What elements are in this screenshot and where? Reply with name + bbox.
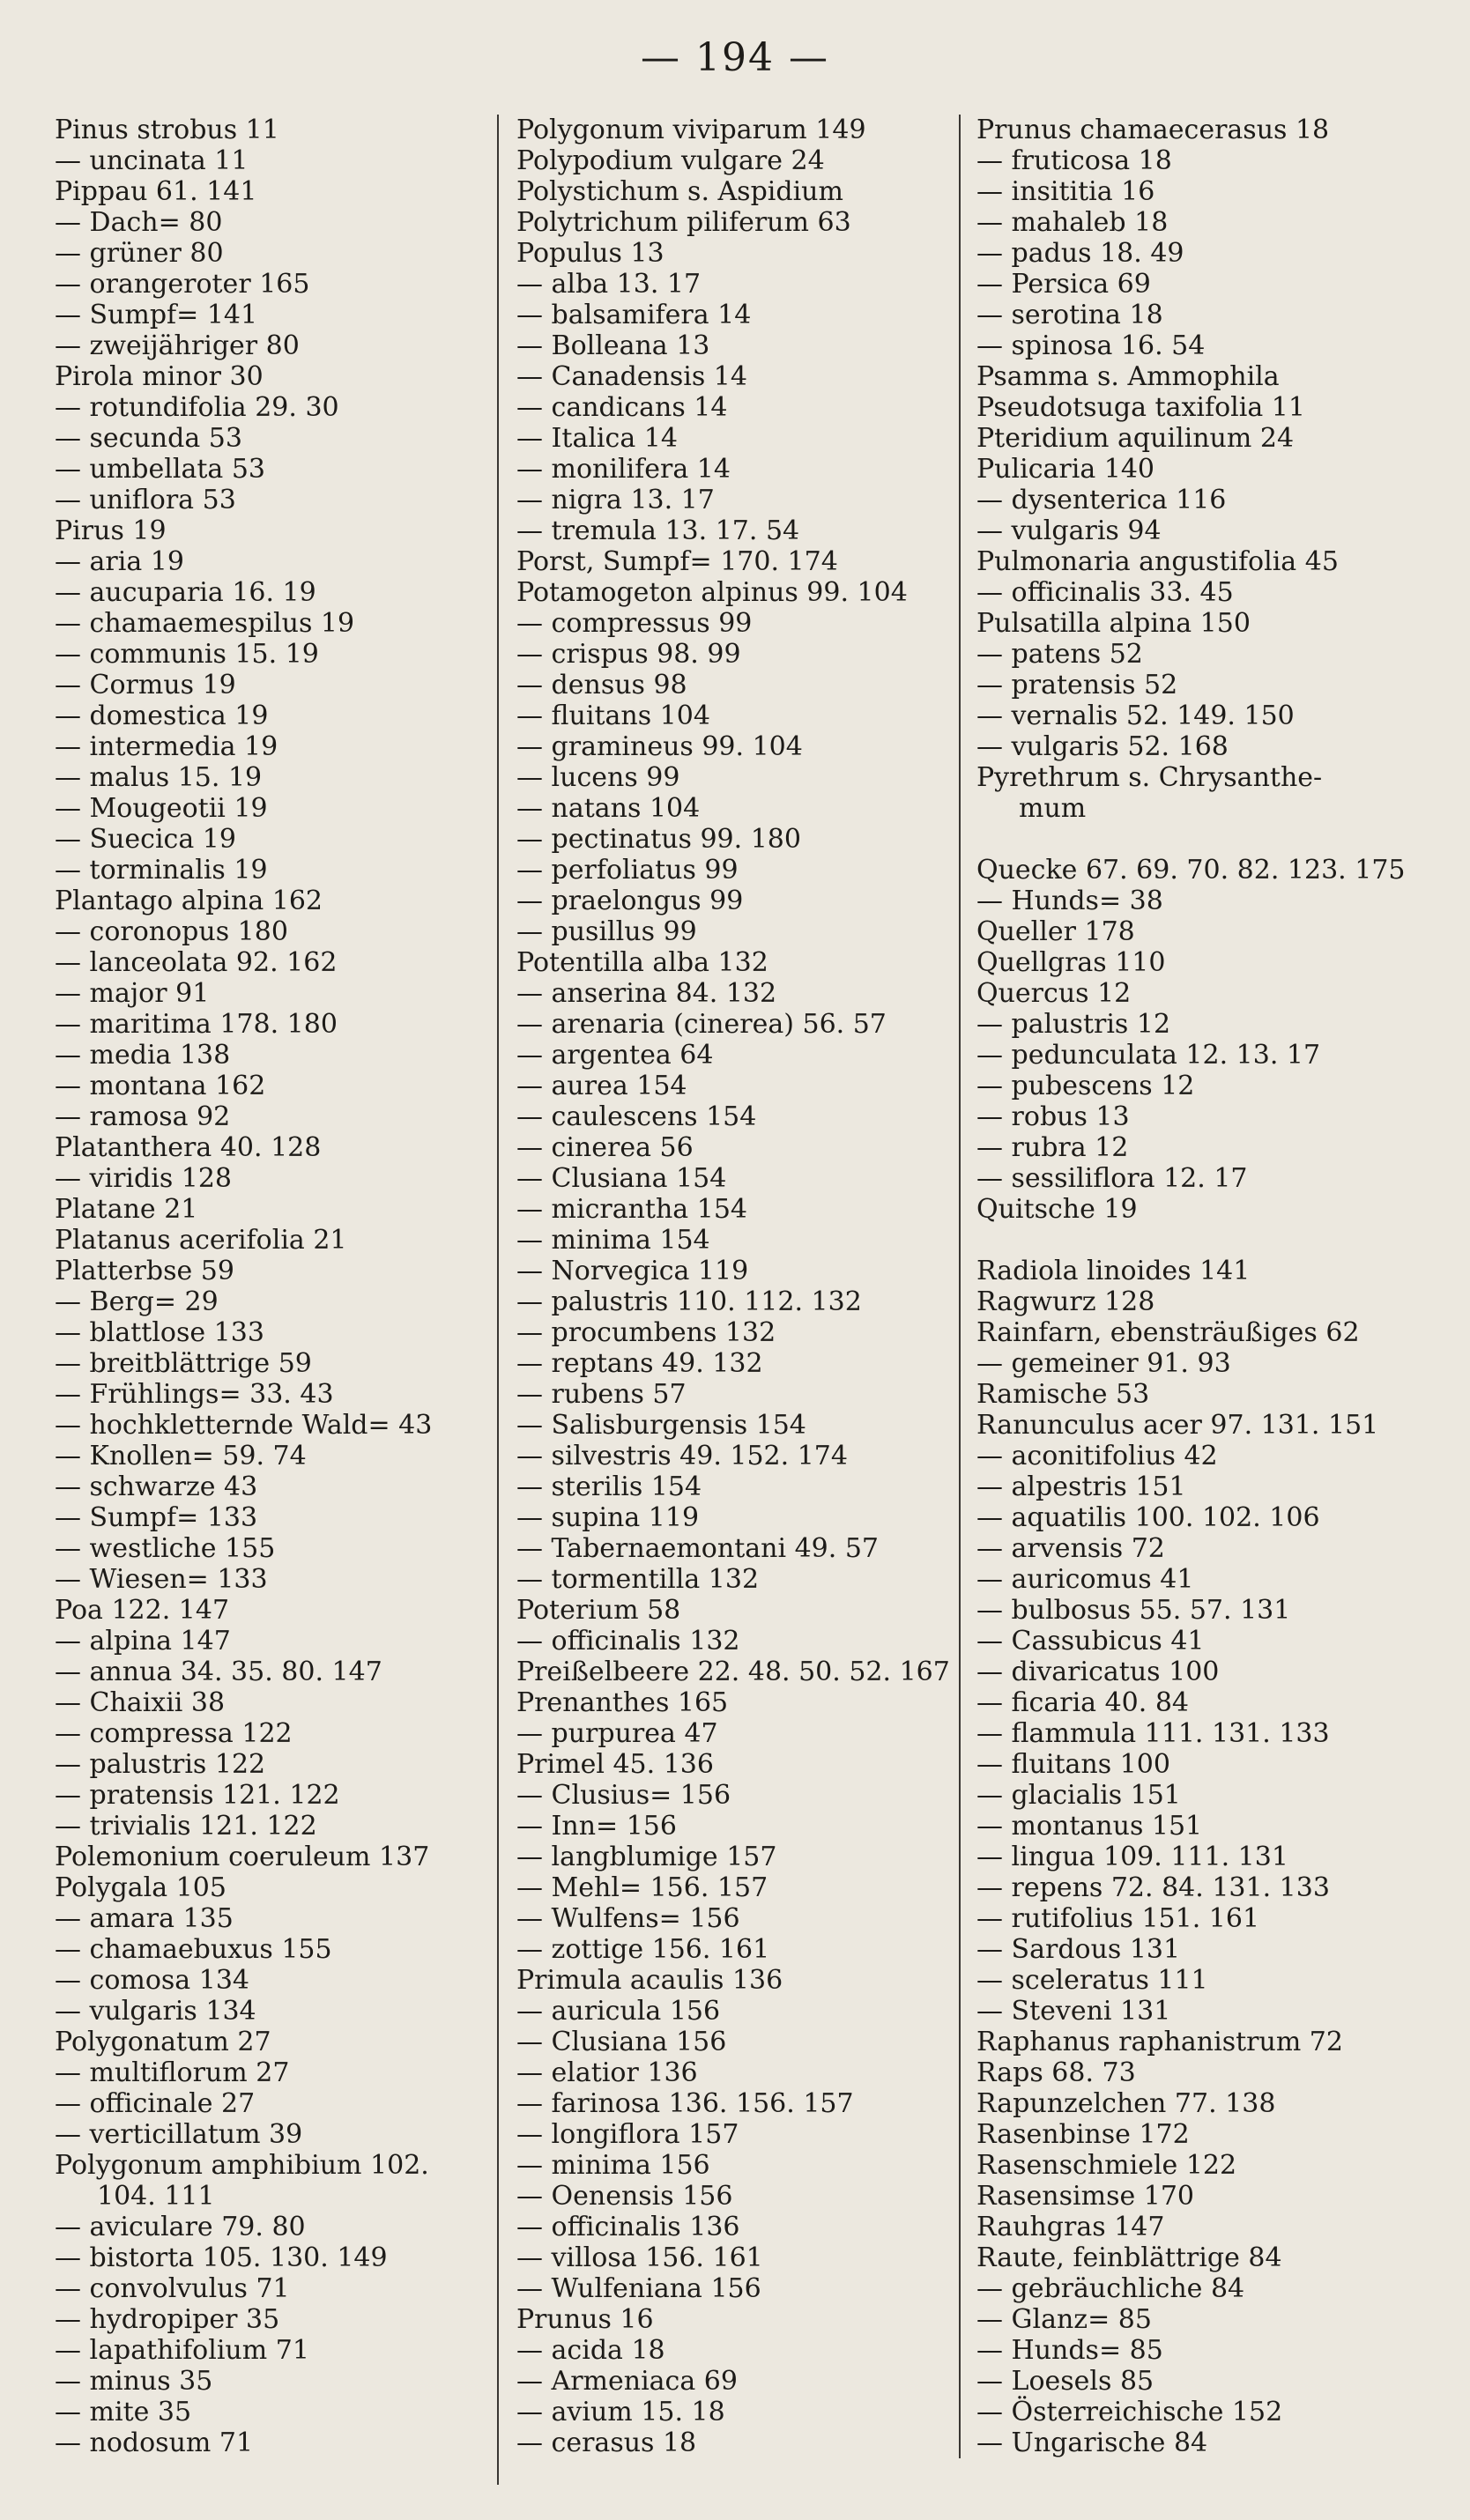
index-entry: — Steveni 131 [976, 1996, 1171, 2027]
index-entry: — praelongus 99 [516, 886, 744, 916]
index-entry: — Cassubicus 41 [976, 1626, 1205, 1657]
index-entry: — comosa 134 [55, 1965, 249, 1996]
index-entry: — flammula 111. 131. 133 [976, 1718, 1330, 1749]
index-entry: Pulmonaria angustifolia 45 [976, 546, 1339, 577]
index-entry: — hochkletternde Wald= 43 [55, 1410, 433, 1441]
index-entry: — officinale 27 [55, 2088, 256, 2119]
index-entry: Pyrethrum s. Chrysanthe- [976, 762, 1323, 793]
index-entry: — densus 98 [516, 670, 687, 700]
index-entry: — arvensis 72 [976, 1533, 1165, 1564]
index-entry: Quellgras 110 [976, 947, 1166, 978]
index-entry: — Wiesen= 133 [55, 1564, 268, 1595]
index-entry: — micrantha 154 [516, 1194, 747, 1225]
index-entry: — alpestris 151 [976, 1471, 1186, 1502]
index-entry: Pirola minor 30 [55, 361, 264, 392]
index-entry: — Clusiana 156 [516, 2027, 727, 2057]
index-entry: — pusillus 99 [516, 916, 697, 947]
index-entry: — Knollen= 59. 74 [55, 1441, 307, 1471]
index-entry: — longiflora 157 [516, 2119, 739, 2150]
index-entry: — Bolleana 13 [516, 330, 710, 361]
index-entry: — aria 19 [55, 546, 184, 577]
index-entry: — glacialis 151 [976, 1780, 1181, 1811]
index-entry: — divaricatus 100 [976, 1657, 1220, 1687]
index-entry: — palustris 110. 112. 132 [516, 1286, 862, 1317]
index-entry: Polemonium coeruleum 137 [55, 1842, 430, 1872]
index-entry: — cerasus 18 [516, 2427, 697, 2458]
index-entry: — torminalis 19 [55, 855, 268, 886]
index-entry: — vernalis 52. 149. 150 [976, 700, 1295, 731]
page-number: — 194 — [641, 35, 829, 80]
index-entry: Quecke 67. 69. 70. 82. 123. 175 [976, 855, 1406, 886]
index-entry: — uniflora 53 [55, 485, 236, 515]
index-entry: — lanceolata 92. 162 [55, 947, 338, 978]
index-entry: — compressus 99 [516, 608, 753, 639]
index-entry: — Sumpf= 141 [55, 300, 258, 330]
index-entry: — orangeroter 165 [55, 269, 310, 300]
index-entry: — officinalis 132 [516, 1626, 740, 1657]
index-entry: Radiola linoides 141 [976, 1256, 1251, 1286]
index-entry: — trivialis 121. 122 [55, 1811, 317, 1842]
index-column-1 [55, 115, 478, 2458]
index-entry: — Dach= 80 [55, 207, 223, 238]
index-entry: — zweijähriger 80 [55, 330, 300, 361]
index-entry: — palustris 122 [55, 1749, 266, 1780]
index-entry: — blattlose 133 [55, 1317, 264, 1348]
index-entry: — Ungarische 84 [976, 2427, 1208, 2458]
index-entry: Plantago alpina 162 [55, 886, 323, 916]
index-entry: — compressa 122 [55, 1718, 293, 1749]
index-entry: Rauhgras 147 [976, 2212, 1165, 2242]
index-entry: — bulbosus 55. 57. 131 [976, 1595, 1291, 1626]
index-entry: — Wulfens= 156 [516, 1903, 740, 1934]
index-entry: Polypodium vulgare 24 [516, 145, 825, 176]
index-entry: — Sardous 131 [976, 1934, 1181, 1965]
index-entry: — montana 162 [55, 1071, 266, 1101]
index-entry: — acida 18 [516, 2335, 665, 2366]
index-entry: Polygonum viviparum 149 [516, 115, 866, 145]
index-entry: — monilifera 14 [516, 454, 731, 485]
index-entry: Pulsatilla alpina 150 [976, 608, 1251, 639]
index-entry: — sterilis 154 [516, 1471, 702, 1502]
index-entry: — nodosum 71 [55, 2427, 254, 2458]
index-entry: — Frühlings= 33. 43 [55, 1379, 334, 1410]
index-entry: — Italica 14 [516, 423, 678, 454]
index-entry: — sceleratus 111 [976, 1965, 1208, 1996]
index-entry: — perfoliatus 99 [516, 855, 739, 886]
index-entry: — Hunds= 85 [976, 2335, 1163, 2366]
index-entry: — ramosa 92 [55, 1101, 231, 1132]
index-entry: Rapunzelchen 77. 138 [976, 2088, 1276, 2119]
index-entry: Ramische 53 [976, 1379, 1150, 1410]
column-divider [497, 115, 499, 2485]
index-entry: — Persica 69 [976, 269, 1151, 300]
index-entry: — supina 119 [516, 1502, 700, 1533]
index-entry: — Berg= 29 [55, 1286, 219, 1317]
index-entry: — Norvegica 119 [516, 1256, 749, 1286]
index-entry: — auricomus 41 [976, 1564, 1194, 1595]
index-entry: — rubra 12 [976, 1132, 1129, 1163]
index-entry: Polystichum s. Aspidium [516, 176, 843, 207]
index-entry: — major 91 [55, 978, 210, 1009]
index-entry: — Cormus 19 [55, 670, 236, 700]
index-entry: mum [1019, 793, 1087, 824]
index-entry: Polygonatum 27 [55, 2027, 271, 2057]
index-entry: Rasensimse 170 [976, 2181, 1195, 2212]
index-entry: — Wulfeniana 156 [516, 2273, 761, 2304]
index-entry: 104. 111 [97, 2181, 215, 2212]
index-entry: — cinerea 56 [516, 1132, 694, 1163]
index-entry: — gramineus 99. 104 [516, 731, 803, 762]
index-entry: — natans 104 [516, 793, 701, 824]
index-column-2 [516, 115, 948, 2458]
index-entry: — Oenensis 156 [516, 2181, 733, 2212]
index-entry: Pulicaria 140 [976, 454, 1155, 485]
index-entry: — Mougeotii 19 [55, 793, 268, 824]
index-entry: — communis 15. 19 [55, 639, 319, 670]
column-divider [959, 115, 961, 2458]
index-entry: — candicans 14 [516, 392, 728, 423]
index-entry: — Chaixii 38 [55, 1687, 226, 1718]
index-entry: — chamaemespilus 19 [55, 608, 355, 639]
index-entry: — procumbens 132 [516, 1317, 776, 1348]
index-entry: — mite 35 [55, 2397, 192, 2427]
index-entry: — ficaria 40. 84 [976, 1687, 1190, 1718]
index-entry: — Hunds= 38 [976, 886, 1163, 916]
index-entry: — Glanz= 85 [976, 2304, 1152, 2335]
index-entry: — schwarze 43 [55, 1471, 258, 1502]
index-entry: — sessiliflora 12. 17 [976, 1163, 1248, 1194]
index-entry: — verticillatum 39 [55, 2119, 303, 2150]
index-entry: — pratensis 121. 122 [55, 1780, 340, 1811]
index-entry: Prunus 16 [516, 2304, 654, 2335]
index-entry: — media 138 [55, 1040, 231, 1071]
index-entry: — chamaebuxus 155 [55, 1934, 332, 1965]
index-entry: — secunda 53 [55, 423, 242, 454]
index-entry: — Tabernaemontani 49. 57 [516, 1533, 880, 1564]
index-entry: — minima 156 [516, 2150, 710, 2181]
index-entry: — Clusiana 154 [516, 1163, 727, 1194]
index-entry: — alpina 147 [55, 1626, 231, 1657]
index-entry: — breitblättrige 59 [55, 1348, 312, 1379]
index-entry: — Mehl= 156. 157 [516, 1872, 768, 1903]
index-entry: — padus 18. 49 [976, 238, 1184, 269]
index-entry: — crispus 98. 99 [516, 639, 741, 670]
index-entry: Preißelbeere 22. 48. 50. 52. 167 [516, 1657, 950, 1687]
index-entry: — aconitifolius 42 [976, 1441, 1218, 1471]
index-entry: Populus 13 [516, 238, 664, 269]
index-entry: Ragwurz 128 [976, 1286, 1155, 1317]
index-entry: — fluitans 100 [976, 1749, 1170, 1780]
index-entry: — maritima 178. 180 [55, 1009, 338, 1040]
index-entry: Rainfarn, ebensträußiges 62 [976, 1317, 1360, 1348]
index-entry: — westliche 155 [55, 1533, 276, 1564]
index-entry: Platterbse 59 [55, 1256, 234, 1286]
index-entry: — dysenterica 116 [976, 485, 1227, 515]
index-entry: — umbellata 53 [55, 454, 265, 485]
index-entry: Pirus 19 [55, 515, 167, 546]
index-entry: — arenaria (cinerea) 56. 57 [516, 1009, 887, 1040]
index-entry: Platanus acerifolia 21 [55, 1225, 347, 1256]
index-entry: Primula acaulis 136 [516, 1965, 783, 1996]
index-entry: Quitsche 19 [976, 1194, 1138, 1225]
index-entry: Raute, feinblättrige 84 [976, 2242, 1282, 2273]
index-entry: Pteridium aquilinum 24 [976, 423, 1295, 454]
index-entry: Polygonum amphibium 102. [55, 2150, 429, 2181]
index-entry: — silvestris 49. 152. 174 [516, 1441, 848, 1471]
index-entry: Pseudotsuga taxifolia 11 [976, 392, 1305, 423]
index-column-3 [976, 115, 1452, 2458]
index-entry: — fluitans 104 [516, 700, 710, 731]
index-entry: — farinosa 136. 156. 157 [516, 2088, 854, 2119]
index-entry: — aucuparia 16. 19 [55, 577, 316, 608]
index-entry: — viridis 128 [55, 1163, 233, 1194]
index-entry: — aurea 154 [516, 1071, 687, 1101]
index-entry: Pinus strobus 11 [55, 115, 279, 145]
index-entry: — Clusius= 156 [516, 1780, 731, 1811]
index-entry: — convolvulus 71 [55, 2273, 290, 2304]
index-entry: Polygala 105 [55, 1872, 226, 1903]
index-entry: — pedunculata 12. 13. 17 [976, 1040, 1321, 1071]
index-entry: Quercus 12 [976, 978, 1132, 1009]
index-entry: — Inn= 156 [516, 1811, 677, 1842]
index-entry: — langblumige 157 [516, 1842, 777, 1872]
index-entry: — officinalis 136 [516, 2212, 740, 2242]
index-entry: — Suecica 19 [55, 824, 236, 855]
index-entry: — palustris 12 [976, 1009, 1171, 1040]
index-entry: — reptans 49. 132 [516, 1348, 763, 1379]
index-entry: Poa 122. 147 [55, 1595, 230, 1626]
index-entry: — caulescens 154 [516, 1101, 757, 1132]
index-entry: — lucens 99 [516, 762, 680, 793]
index-entry: Raphanus raphanistrum 72 [976, 2027, 1343, 2057]
index-entry: — minima 154 [516, 1225, 710, 1256]
index-entry: Polytrichum piliferum 63 [516, 207, 851, 238]
index-entry: — patens 52 [976, 639, 1143, 670]
index-entry: Pippau 61. 141 [55, 176, 257, 207]
index-entry: — vulgaris 134 [55, 1996, 256, 2027]
index-entry: — annua 34. 35. 80. 147 [55, 1657, 382, 1687]
index-entry: — multiflorum 27 [55, 2057, 290, 2088]
index-entry: — vulgaris 94 [976, 515, 1162, 546]
index-entry: — rutifolius 151. 161 [976, 1903, 1260, 1934]
index-entry: — bistorta 105. 130. 149 [55, 2242, 388, 2273]
section-gap [976, 824, 1452, 855]
index-entry: — tormentilla 132 [516, 1564, 760, 1595]
index-entry: — argentea 64 [516, 1040, 714, 1071]
index-entry: Psamma s. Ammophila [976, 361, 1280, 392]
index-entry: Rasenbinse 172 [976, 2119, 1190, 2150]
index-entry: — alba 13. 17 [516, 269, 702, 300]
index-entry: — intermedia 19 [55, 731, 278, 762]
index-entry: — villosa 156. 161 [516, 2242, 763, 2273]
index-entry: — balsamifera 14 [516, 300, 752, 330]
index-entry: — rotundifolia 29. 30 [55, 392, 339, 423]
index-entry: — zottige 156. 161 [516, 1934, 770, 1965]
index-entry: — Sumpf= 133 [55, 1502, 258, 1533]
index-entry: — coronopus 180 [55, 916, 288, 947]
index-entry: — rubens 57 [516, 1379, 687, 1410]
index-entry: — minus 35 [55, 2366, 213, 2397]
index-entry: Prunus chamaecerasus 18 [976, 115, 1330, 145]
index-entry: — Armeniaca 69 [516, 2366, 738, 2397]
index-entry: — vulgaris 52. 168 [976, 731, 1229, 762]
index-entry: — aquatilis 100. 102. 106 [976, 1502, 1320, 1533]
index-entry: — lingua 109. 111. 131 [976, 1842, 1288, 1872]
index-entry: — pratensis 52 [976, 670, 1178, 700]
index-entry: — nigra 13. 17 [516, 485, 715, 515]
index-entry: — Salisburgensis 154 [516, 1410, 806, 1441]
index-entry: Prenanthes 165 [516, 1687, 729, 1718]
index-entry: — avium 15. 18 [516, 2397, 725, 2427]
index-entry: Potentilla alba 132 [516, 947, 768, 978]
index-entry: — spinosa 16. 54 [976, 330, 1206, 361]
index-entry: Porst, Sumpf= 170. 174 [516, 546, 838, 577]
section-gap [976, 1225, 1452, 1256]
index-entry: — uncinata 11 [55, 145, 249, 176]
index-entry: — lapathifolium 71 [55, 2335, 309, 2366]
index-entry: — mahaleb 18 [976, 207, 1169, 238]
index-entry: — Loesels 85 [976, 2366, 1154, 2397]
index-entry: Queller 178 [976, 916, 1135, 947]
index-entry: — serotina 18 [976, 300, 1163, 330]
index-entry: Primel 45. 136 [516, 1749, 714, 1780]
index-entry: — grüner 80 [55, 238, 224, 269]
index-entry: Platane 21 [55, 1194, 198, 1225]
index-entry: — Canadensis 14 [516, 361, 747, 392]
index-entry: — montanus 151 [976, 1811, 1203, 1842]
index-entry: — pubescens 12 [976, 1071, 1195, 1101]
index-entry: — fruticosa 18 [976, 145, 1172, 176]
index-entry: Raps 68. 73 [976, 2057, 1136, 2088]
index-entry: — robus 13 [976, 1101, 1130, 1132]
index-entry: Ranunculus acer 97. 131. 151 [976, 1410, 1379, 1441]
index-entry: — tremula 13. 17. 54 [516, 515, 800, 546]
index-entry: — domestica 19 [55, 700, 269, 731]
index-entry: — insititia 16 [976, 176, 1155, 207]
index-entry: — malus 15. 19 [55, 762, 263, 793]
index-entry: — auricula 156 [516, 1996, 721, 2027]
index-entry: Poterium 58 [516, 1595, 681, 1626]
index-entry: — repens 72. 84. 131. 133 [976, 1872, 1330, 1903]
index-entry: — gemeiner 91. 93 [976, 1348, 1231, 1379]
index-entry: — officinalis 33. 45 [976, 577, 1234, 608]
index-entry: — aviculare 79. 80 [55, 2212, 306, 2242]
index-entry: — gebräuchliche 84 [976, 2273, 1245, 2304]
index-entry: — hydropiper 35 [55, 2304, 280, 2335]
index-entry: — pectinatus 99. 180 [516, 824, 801, 855]
index-entry: — anserina 84. 132 [516, 978, 777, 1009]
index-entry: Potamogeton alpinus 99. 104 [516, 577, 908, 608]
index-entry: — amara 135 [55, 1903, 234, 1934]
index-entry: — purpurea 47 [516, 1718, 718, 1749]
index-entry: Rasenschmiele 122 [976, 2150, 1237, 2181]
index-entry: — Österreichische 152 [976, 2397, 1283, 2427]
index-entry: — elatior 136 [516, 2057, 698, 2088]
index-entry: Platanthera 40. 128 [55, 1132, 322, 1163]
